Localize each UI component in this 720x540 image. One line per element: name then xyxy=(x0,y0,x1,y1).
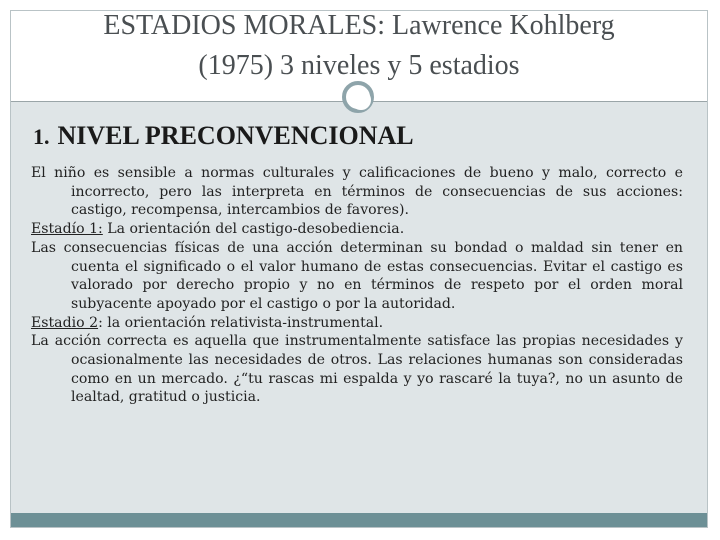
level-title: NIVEL PRECONVENCIONAL xyxy=(57,121,414,150)
slide-title-line-2: (1975) 3 niveles y 5 estadios xyxy=(198,50,520,81)
body-text xyxy=(31,164,683,407)
stage-2-label: Estadio 2 xyxy=(31,314,99,331)
stage-2-description: La acción correcta es aquella que instrumentalmente satisface las propias necesidades y ocasionalmente las necesidades de otros. Las relaciones humanas son consideradas como en un mercado. ¿“tu rascas mi espalda y yo rascaré la tuya?, no un asunto de lealtad, gratitud o justicia. xyxy=(31,333,683,406)
stage-1-title: La orientación del castigo-desobediencia. xyxy=(102,221,405,238)
level-heading xyxy=(33,121,693,152)
intro-paragraph: El niño es sensible a normas culturales y calificaciones de bueno y malo, correcto e incorrecto, pero las interpreta en términos de consecuencias de sus acciones: castigo, recompensa, intercambios de favores). xyxy=(31,165,683,219)
level-number: 1. xyxy=(33,124,50,149)
ring-ornament-icon xyxy=(342,81,374,113)
stage-1-description: Las consecuencias físicas de una acción determinan su bondad o maldad sin tener en cuenta el significado o el valor humano de estas consecuencias. Evitar el castigo es valorado por derecho propio y no en términos de respeto por el orden moral subyacente apoyado por el castigo o por la autoridad. xyxy=(31,239,683,312)
slide-title-line-1: ESTADIOS MORALES: Lawrence Kohlberg xyxy=(103,10,615,41)
stage-1-heading xyxy=(31,220,683,239)
slide xyxy=(10,10,708,528)
stage-1-label: Estadío 1: xyxy=(31,221,103,238)
stage-2-title: : la orientación relativista-instrumental. xyxy=(98,314,384,331)
bottom-accent-bar xyxy=(11,513,707,527)
stage-2-heading xyxy=(31,314,683,333)
